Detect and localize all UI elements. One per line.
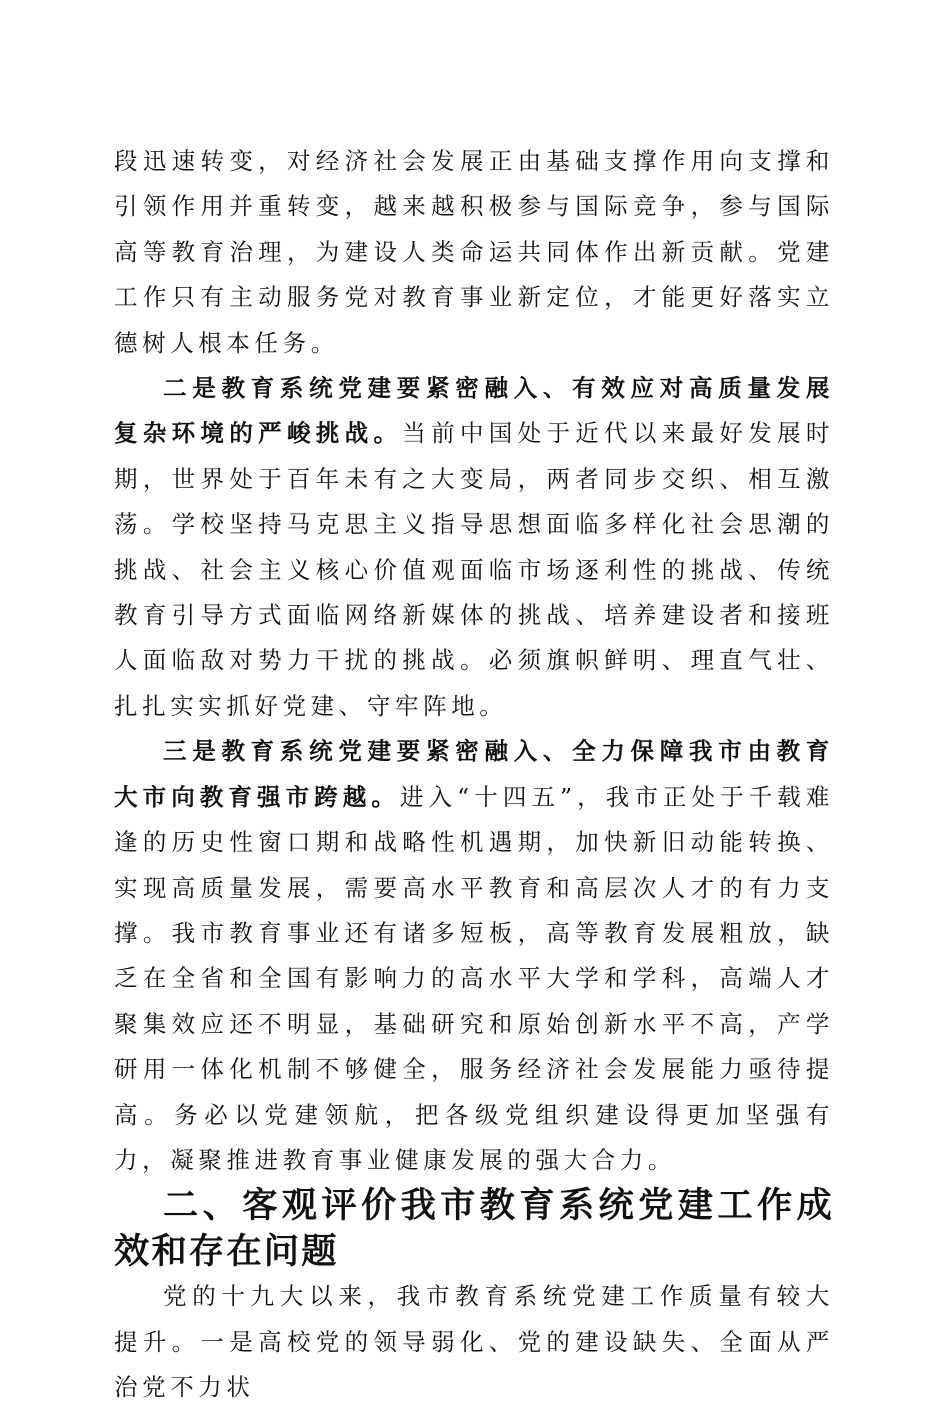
paragraph-text: 进入“十四五”，我市正处于千载难逢的历史性窗口期和战略性机遇期，加快新旧动能转换、实现高质量发展，需要高水平教育和高层次人才的有力支撑。我市教育事业还有诸多短板，高等教育发展粗放，缺乏在全省和全国有影响力的高水平大学和学科，高端人才聚集效应还不明显，基础研究和原始创新水平不高，产学研用一体化机制不够健全，服务经济社会发展能力亟待提高。务必以党建领航，把各级党组织建设得更加坚强有力，凝聚推进教育事业健康发展的强大合力。: [114, 782, 834, 1174]
section-heading: 二、客观评价我市教育系统党建工作成效和存在问题: [114, 1185, 834, 1272]
paragraph-closing: [114, 1274, 834, 1410]
document-body: [114, 139, 834, 1410]
paragraph-text: 党的十九大以来，我市教育系统党建工作质量有较大提升。一是高校党的领导弱化、党的建设缺失、全面从严治党不力状: [114, 1282, 834, 1401]
paragraph-point-two: [114, 366, 834, 729]
paragraph-point-three: [114, 729, 834, 1183]
paragraph-continuation: [114, 139, 834, 366]
paragraph-text: 当前中国处于近代以来最好发展时期，世界处于百年未有之大变局，两者同步交织、相互激荡。学校坚持马克思主义指导思想面临多样化社会思潮的挑战、社会主义核心价值观面临市场逐利性的挑战、传统教育引导方式面临网络新媒体的挑战、培养建设者和接班人面临敌对势力干扰的挑战。必须旗帜鲜明、理直气壮、扎扎实实抓好党建、守牢阵地。: [114, 419, 835, 720]
paragraph-text: 段迅速转变，对经济社会发展正由基础支撑作用向支撑和引领作用并重转变，越来越积极参与国际竞争，参与国际高等教育治理，为建设人类命运共同体作出新贡献。党建工作只有主动服务党对教育事业新定位，才能更好落实立德树人根本任务。: [114, 147, 834, 357]
paragraph-lead-sentence: 三是教育系统党建要紧密融入、全力保障我市由教育大市向教育强市跨越。: [114, 737, 834, 811]
paragraph-lead-sentence: 二是教育系统党建要紧密融入、有效应对高质量发展复杂环境的严峻挑战。: [114, 374, 834, 448]
